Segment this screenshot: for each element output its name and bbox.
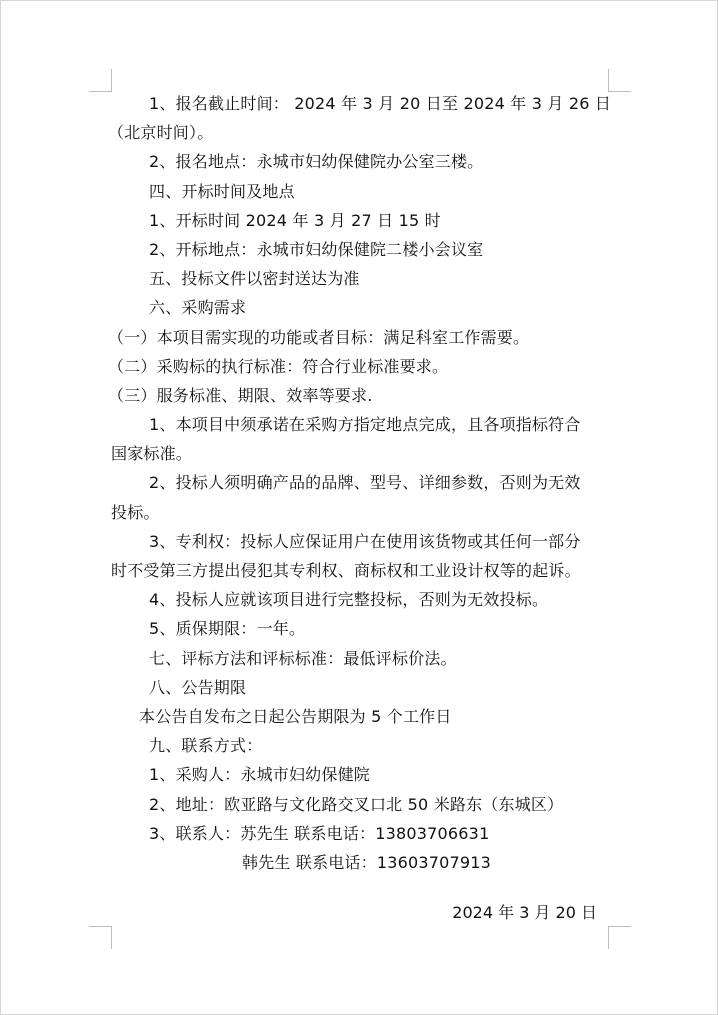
section-heading: 七、评标方法和评标标准：最低评标价法。 bbox=[149, 648, 457, 668]
text-line: （三）服务标准、期限、效率等要求. bbox=[108, 385, 373, 405]
text-line: 2、开标地点：永城市妇幼保健院二楼小会议室 bbox=[149, 239, 484, 259]
text-line: 1、报名截止时间： 2024 年 3 月 20 日至 2024 年 3 月 26 日 bbox=[149, 94, 612, 113]
text-line: （二）采购标的执行标准：符合行业标准要求。 bbox=[108, 356, 449, 376]
text-line: 1、采购人：永城市妇幼保健院 bbox=[149, 765, 370, 785]
text-line: 1、本项目中须承诺在采购方指定地点完成，且各项指标符合 bbox=[149, 415, 581, 435]
crop-mark-bottom-left bbox=[89, 926, 112, 949]
crop-mark-top-right bbox=[608, 69, 631, 92]
section-heading: 五、投标文件以密封送达为准 bbox=[149, 269, 360, 289]
text-line: 投标。 bbox=[111, 502, 160, 522]
text-line: （一）本项目需实现的功能或者目标：满足科室工作需要。 bbox=[108, 327, 530, 347]
section-heading: 六、采购需求 bbox=[149, 298, 247, 318]
document-date: 2024 年 3 月 20 日 bbox=[452, 903, 597, 922]
text-line: 本公告自发布之日起公告期限为 5 个工作日 bbox=[139, 706, 452, 726]
section-heading: 九、联系方式： bbox=[149, 736, 263, 756]
text-line: 1、开标时间 2024 年 3 月 27 日 15 时 bbox=[149, 210, 441, 230]
text-line: 国家标准。 bbox=[111, 444, 193, 464]
section-heading: 四、开标时间及地点 bbox=[149, 181, 295, 201]
text-line: 4、投标人应就该项目进行完整投标，否则为无效投标。 bbox=[149, 590, 549, 610]
document-body bbox=[108, 89, 612, 877]
crop-mark-bottom-right bbox=[608, 926, 631, 949]
text-line: 5、质保期限：一年。 bbox=[149, 619, 306, 639]
text-line: 2、投标人须明确产品的品牌、型号、详细参数，否则为无效 bbox=[149, 473, 581, 493]
section-heading: 八、公告期限 bbox=[149, 677, 247, 697]
text-line: 3、联系人：苏先生 联系电话：13803706631 bbox=[149, 823, 490, 843]
text-line: 时不受第三方提出侵犯其专利权、商标权和工业设计权等的起诉。 bbox=[111, 561, 581, 580]
text-line: 2、报名地点：永城市妇幼保健院办公室三楼。 bbox=[149, 152, 484, 172]
crop-mark-top-left bbox=[89, 69, 112, 92]
text-line: （北京时间）。 bbox=[108, 123, 214, 143]
text-line: 3、专利权：投标人应保证用户在使用该货物或其任何一部分 bbox=[149, 531, 581, 551]
text-line: 韩先生 联系电话：13603707913 bbox=[242, 852, 492, 872]
text-line: 2、地址：欧亚路与文化路交叉口北 50 米路东（东城区） bbox=[149, 794, 564, 814]
